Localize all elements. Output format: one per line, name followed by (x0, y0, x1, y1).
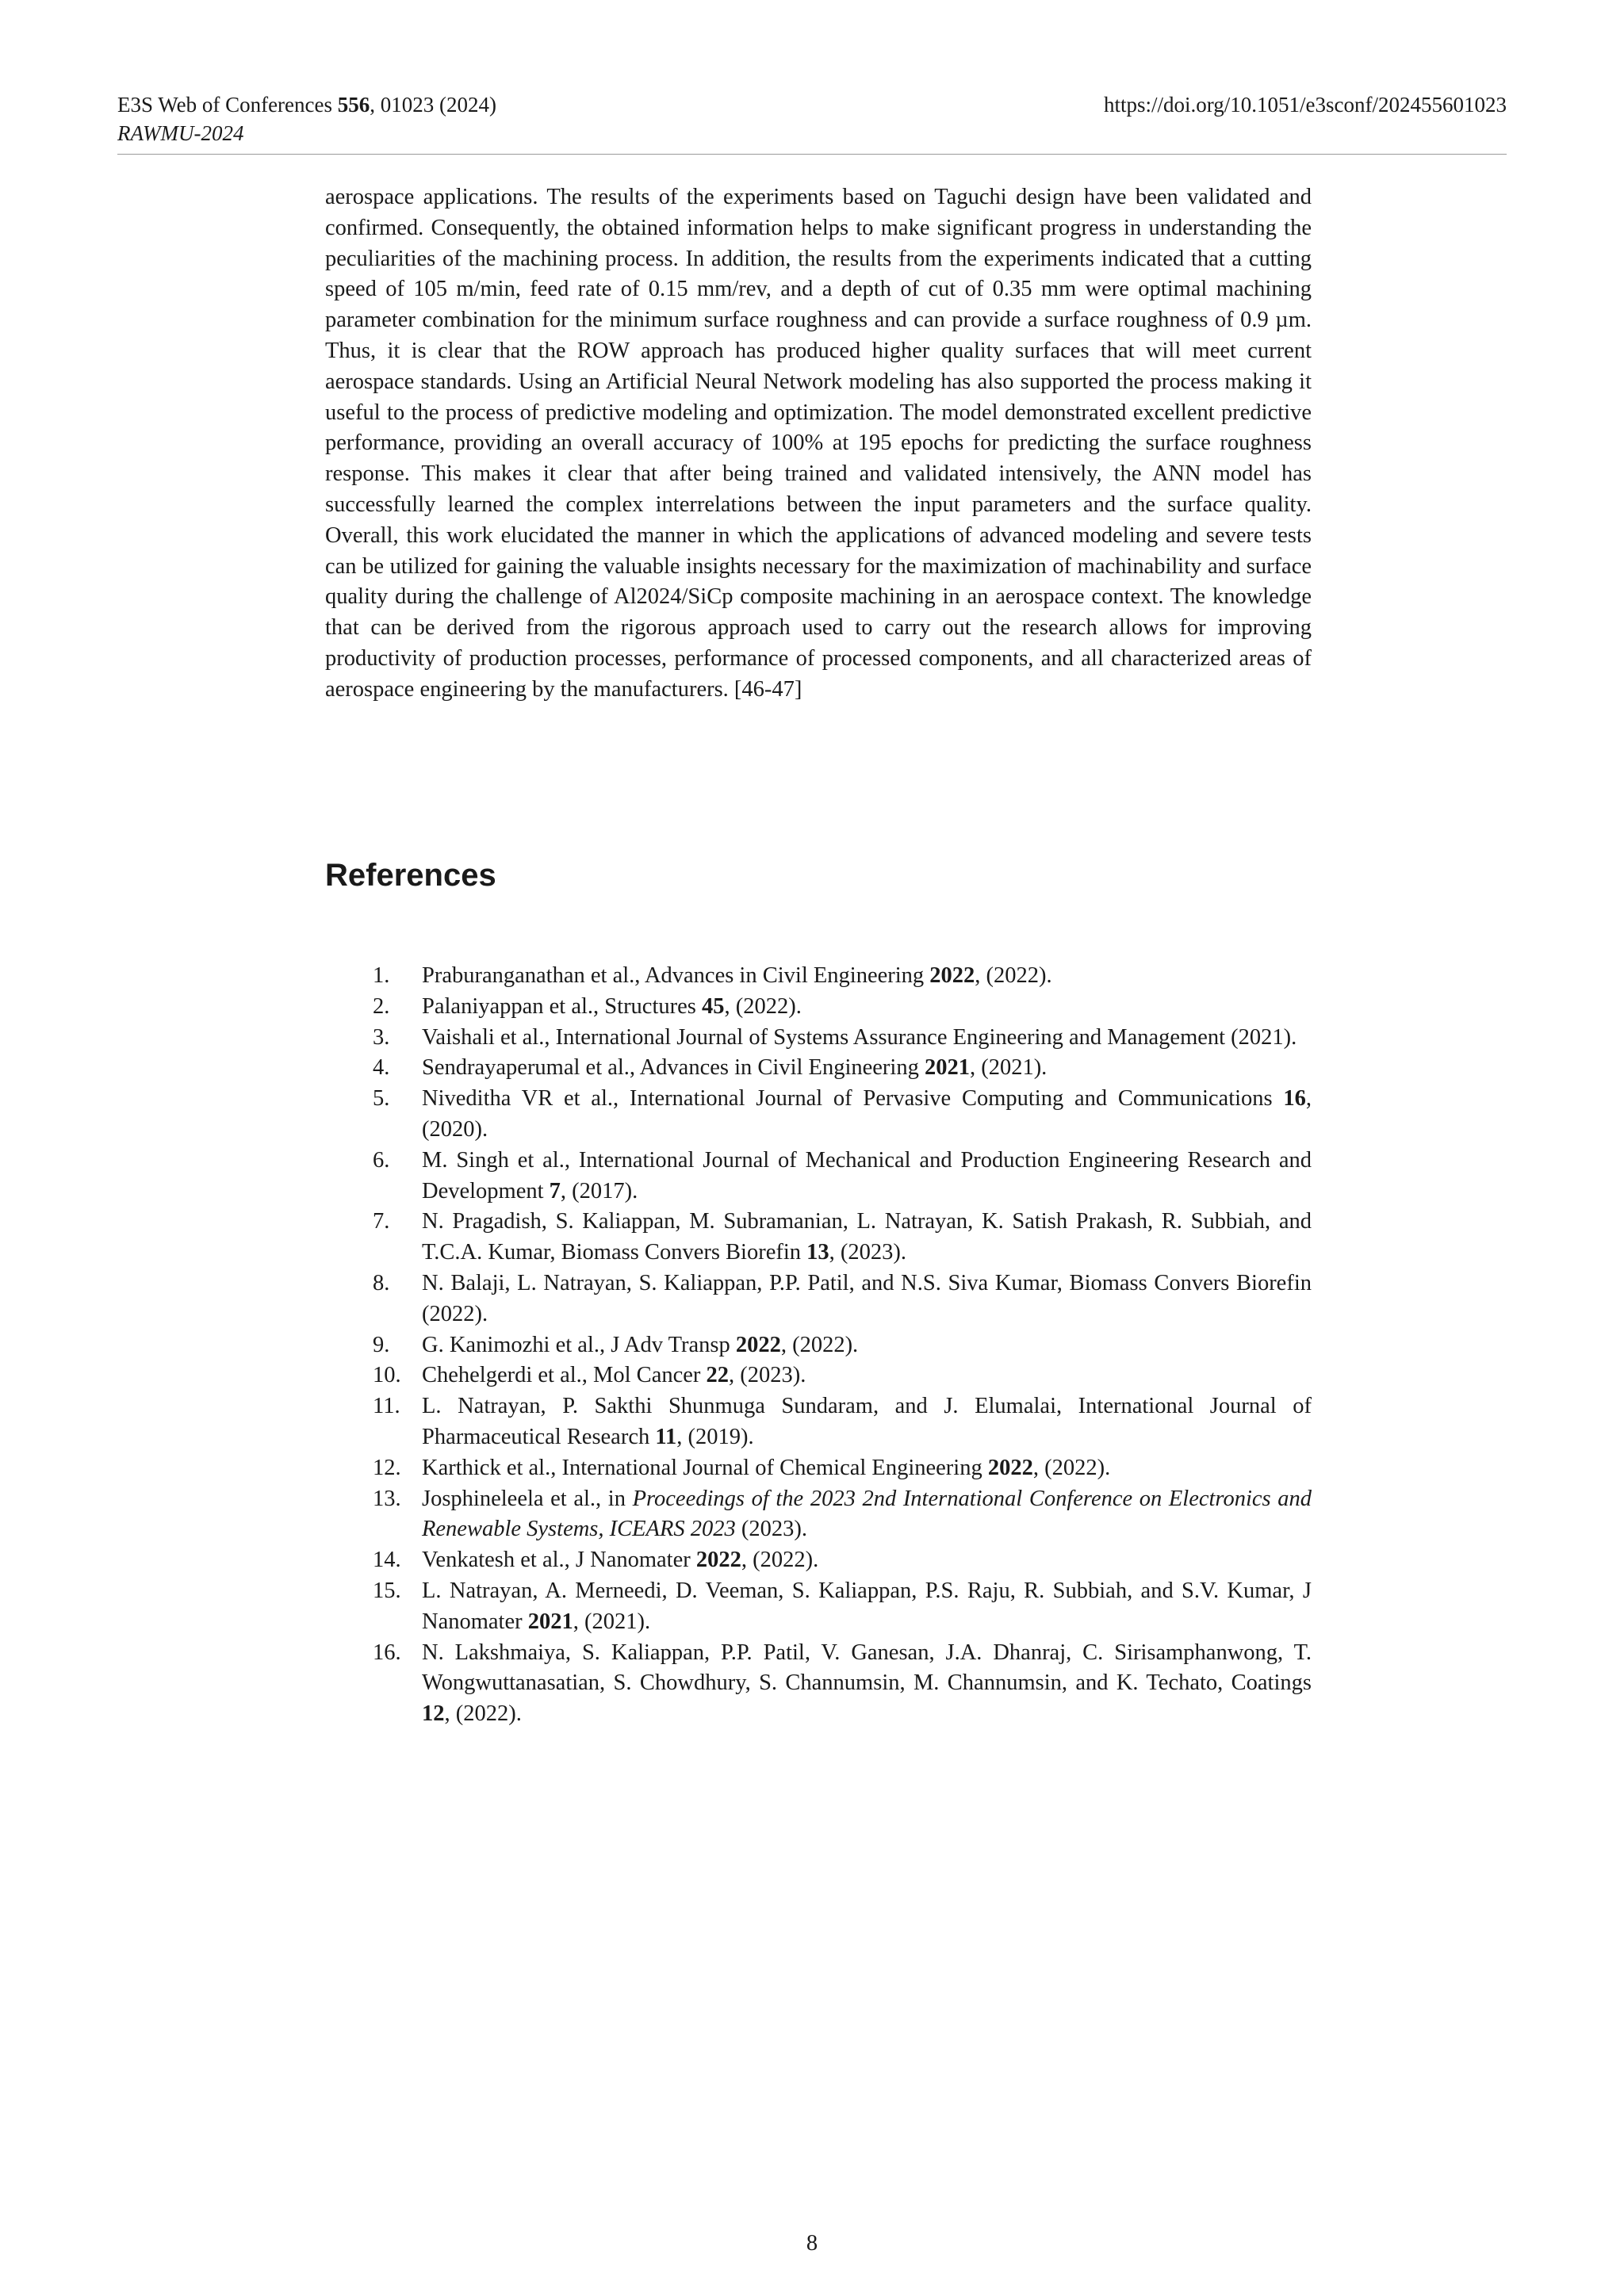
reference-number: 11. (373, 1394, 400, 1419)
reference-number: 14. (373, 1548, 401, 1573)
reference-text: L. Natrayan, A. Merneedi, D. Veeman, S. Kaliappan, P.S. Raju, R. Subbiah, and S.V. Kumar, J Nanomater (422, 1578, 1312, 1634)
reference-text: Vaishali et al., International Journal of Systems Assurance Engineering and Management (2021). (422, 1024, 1297, 1050)
reference-item (373, 1545, 1312, 1576)
reference-text: , (2023). (729, 1363, 806, 1388)
reference-text: 2022 (695, 1548, 741, 1573)
reference-item (373, 1638, 1312, 1730)
reference-number: 2. (373, 993, 390, 1019)
reference-text: 16 (1283, 1086, 1306, 1112)
reference-text: 2022 (929, 963, 975, 988)
reference-text: N. Pragadish, S. Kaliappan, M. Subramanian, L. Natrayan, K. Satish Prakash, R. Subbiah, and T.C.A. Kumar, Biomass Convers Biorefin (422, 1209, 1312, 1265)
reference-text: Karthick et al., International Journal of Chemical Engineering (422, 1455, 988, 1480)
reference-text: 2021 (924, 1055, 970, 1081)
reference-text: , (2022). (444, 1701, 522, 1727)
reference-item (373, 1269, 1312, 1330)
reference-number: 4. (373, 1055, 390, 1081)
reference-text: Venkatesh et al., J Nanomater (422, 1548, 696, 1573)
reference-item (373, 1207, 1312, 1269)
reference-text: Josphineleela et al., in (422, 1486, 633, 1511)
reference-number: 12. (373, 1455, 401, 1480)
reference-text: , (2022). (780, 1332, 859, 1357)
reference-number: 1. (373, 963, 390, 988)
reference-number: 3. (373, 1024, 390, 1050)
reference-text: 12 (422, 1701, 445, 1727)
reference-text: Niveditha VR et al., International Journal of Pervasive Computing and Communications (422, 1086, 1284, 1112)
reference-text: Sendrayaperumal et al., Advances in Civil Engineering (422, 1055, 925, 1081)
header-divider (117, 154, 1507, 155)
reference-text: , (2022). (741, 1548, 819, 1573)
reference-text: 2022 (735, 1332, 781, 1357)
reference-item (373, 1146, 1312, 1207)
reference-number: 5. (373, 1086, 390, 1112)
doi-link[interactable]: https://doi.org/10.1051/e3sconf/202455601023 (1104, 93, 1507, 117)
reference-text: 45 (701, 993, 725, 1019)
reference-number: 6. (373, 1147, 390, 1173)
reference-item (373, 992, 1312, 1023)
reference-number: 9. (373, 1332, 390, 1357)
reference-text: 13 (806, 1240, 829, 1265)
reference-item (373, 1484, 1312, 1546)
running-header-left (117, 90, 496, 147)
reference-number: 16. (373, 1640, 401, 1665)
references-heading: References (325, 858, 496, 893)
reference-item (373, 1360, 1312, 1391)
journal-name: E3S Web of Conferences 556, 01023 (2024) (117, 93, 496, 117)
reference-text: Palaniyappan et al., Structures (422, 993, 702, 1019)
reference-text: 22 (706, 1363, 730, 1388)
reference-number: 8. (373, 1270, 390, 1295)
reference-item (373, 1084, 1312, 1146)
reference-item (373, 1023, 1312, 1054)
reference-text: N. Balaji, L. Natrayan, S. Kaliappan, P.P. Patil, and N.S. Siva Kumar, Biomass Convers Biorefin (2022). (422, 1270, 1312, 1326)
reference-text: 2021 (527, 1609, 573, 1634)
reference-number: 7. (373, 1209, 390, 1234)
volume-number: 556 (337, 93, 370, 117)
body-paragraph: aerospace applications. The results of the experiments based on Taguchi design have been validated and confirmed. Consequently, the obtained information helps to make significant progress in understanding the peculiarities of the machining process. In addition, the results from the experiments indicated that a cutting speed of 105 m/min, feed rate of 0.15 mm/rev, and a depth of cut of 0.35 mm were optimal machining parameter combination for the minimum surface roughness and can provide a surface roughness of 0.9 µm. Thus, it is clear that the ROW approach has produced higher quality surfaces that will meet current aerospace standards. Using an Artificial Neural Network modeling has also supported the process making it useful to the process of predictive modeling and optimization. The model demonstrated excellent predictive performance, providing an overall accuracy of 100% at 195 epochs for predicting the surface roughness response. This makes it clear that after being trained and validated intensively, the ANN model has successfully learned the complex interrelations between the input parameters and the surface quality. Overall, this work elucidated the manner in which the applications of advanced modeling and severe tests can be utilized for gaining the valuable insights necessary for the maximization of machinability and surface quality during the challenge of Al2024/SiCp composite machining in an aerospace context. The knowledge that can be derived from the rigorous approach used to carry out the research allows for improving productivity of production processes, performance of processed components, and all characterized areas of aerospace engineering by the manufacturers. [46-47] (325, 185, 1312, 702)
reference-text: , (2017). (560, 1178, 638, 1203)
reference-text: 11 (655, 1424, 677, 1449)
reference-text: Praburanganathan et al., Advances in Civil Engineering (422, 963, 930, 988)
page-number: 8 (806, 2231, 818, 2256)
reference-number: 13. (373, 1486, 401, 1511)
reference-text: N. Lakshmaiya, S. Kaliappan, P.P. Patil, V. Ganesan, J.A. Dhanraj, C. Sirisamphanwong, T. Wongwuttanasatian, S. Chowdhury, S. Channumsin, M. Channumsin, and K. Techato, Coatings (422, 1640, 1312, 1696)
reference-text: 7 (549, 1178, 561, 1203)
reference-text: Chehelgerdi et al., Mol Cancer (422, 1363, 707, 1388)
reference-item (373, 1576, 1312, 1638)
reference-text: (2023). (735, 1517, 807, 1542)
reference-item (373, 961, 1312, 992)
reference-number: 15. (373, 1578, 401, 1603)
reference-item (373, 1053, 1312, 1084)
reference-text: , (2022). (724, 993, 802, 1019)
reference-item (373, 1330, 1312, 1361)
reference-text: , (2019). (676, 1424, 754, 1449)
reference-text: L. Natrayan, P. Sakthi Shunmuga Sundaram, and J. Elumalai, International Journal of Pharmaceutical Research (422, 1394, 1312, 1449)
reference-text: , (2021). (573, 1609, 651, 1634)
reference-text: Proceedings of the 2023 2nd International Conference on Electronics and Renewable Systems, ICEARS 2023 (422, 1486, 1312, 1542)
reference-text: , (2022). (975, 963, 1052, 988)
reference-item (373, 1453, 1312, 1484)
reference-text: , (2021). (969, 1055, 1048, 1081)
conference-name: RAWMU-2024 (117, 121, 244, 145)
reference-item (373, 1391, 1312, 1453)
reference-list (373, 961, 1312, 1730)
reference-text: 2022 (987, 1455, 1033, 1480)
reference-text: , (2020). (422, 1086, 1312, 1142)
reference-text: , (2022). (1032, 1455, 1111, 1480)
reference-text: G. Kanimozhi et al., J Adv Transp (422, 1332, 736, 1357)
reference-number: 10. (373, 1363, 401, 1388)
reference-text: , (2023). (829, 1240, 907, 1265)
reference-text: M. Singh et al., International Journal of Mechanical and Production Engineering Research and Development (422, 1147, 1312, 1203)
